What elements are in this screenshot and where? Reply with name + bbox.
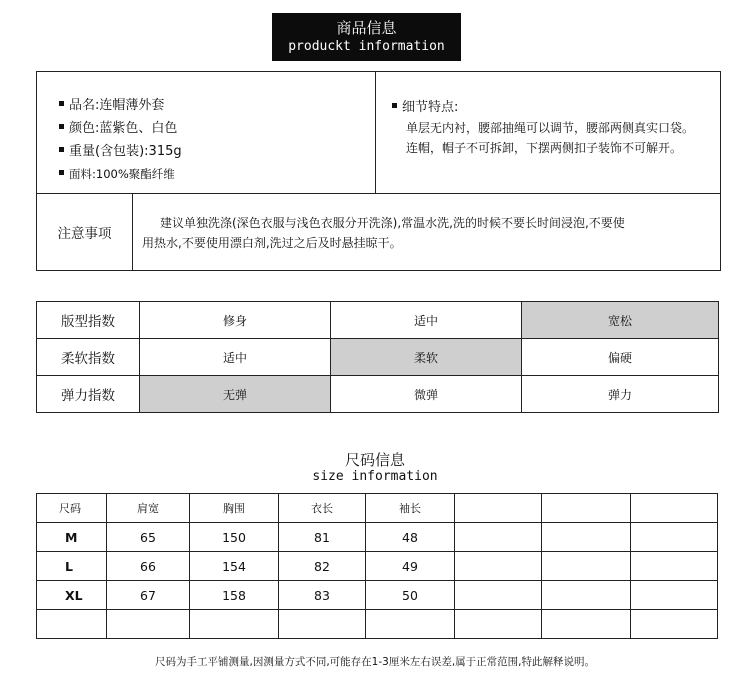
size-empty-cell — [366, 610, 455, 639]
size-title-cn: 尺码信息 — [344, 451, 405, 469]
size-cell: 66 — [107, 552, 190, 581]
size-empty-cell — [542, 552, 631, 581]
size-empty-cell — [542, 523, 631, 552]
index-option: 适中 — [140, 339, 331, 376]
size-cell: 50 — [366, 581, 455, 610]
size-header-cell: 尺码 — [37, 494, 107, 523]
size-cell: 83 — [279, 581, 366, 610]
size-empty-cell — [455, 494, 542, 523]
bullet-icon — [59, 124, 64, 129]
size-empty-cell — [542, 494, 631, 523]
size-footnote: 尺码为手工平铺测量,因测量方式不同,可能存在1-3厘米左右误差,属于正常范围,特此解释说明。 — [155, 656, 595, 668]
size-cell: M — [37, 523, 107, 552]
size-empty-cell — [455, 610, 542, 639]
size-empty-cell — [631, 552, 718, 581]
index-name: 版型指数 — [37, 302, 140, 339]
index-name: 柔软指数 — [37, 339, 140, 376]
index-option: 微弹 — [331, 376, 522, 413]
index-option: 弹力 — [522, 376, 719, 413]
size-cell: XL — [37, 581, 107, 610]
size-cell: 158 — [190, 581, 279, 610]
size-table — [36, 493, 718, 639]
detail-line: 连帽，帽子不可拆卸，下摆两侧扣子装饰不可解开。 — [406, 141, 683, 155]
size-empty-cell — [455, 581, 542, 610]
size-empty-cell — [37, 610, 107, 639]
size-cell: 154 — [190, 552, 279, 581]
header-title-en: produckt information — [288, 39, 445, 54]
info-item-color: 颜色:蓝紫色、白色 — [59, 117, 182, 140]
size-empty-cell — [631, 581, 718, 610]
size-empty-cell — [542, 581, 631, 610]
index-option: 适中 — [331, 302, 522, 339]
index-option-selected: 柔软 — [331, 339, 522, 376]
index-option: 偏硬 — [522, 339, 719, 376]
product-info-box — [36, 71, 721, 271]
notice-line: 用热水,不要使用漂白剂,洗过之后及时悬挂晾干。 — [142, 236, 402, 250]
header-title-cn: 商品信息 — [336, 19, 397, 37]
size-cell: 65 — [107, 523, 190, 552]
size-empty-cell — [279, 610, 366, 639]
size-row-empty — [37, 610, 718, 639]
size-row — [37, 581, 718, 610]
notice-text — [142, 213, 712, 253]
size-cell: 150 — [190, 523, 279, 552]
basic-info-list — [59, 94, 182, 186]
info-item-name: 品名:连帽薄外套 — [59, 94, 182, 117]
info-top-row — [37, 72, 720, 194]
index-option-selected: 宽松 — [522, 302, 719, 339]
size-title-en: size information — [312, 469, 438, 484]
size-header-cell: 袖长 — [366, 494, 455, 523]
notice-line: 建议单独洗涤(深色衣服与浅色衣服分开洗涤),常温水洗,洗的时候不要长时间浸泡,不要使 — [160, 216, 625, 230]
index-option: 修身 — [140, 302, 331, 339]
size-row — [37, 523, 718, 552]
size-cell: 67 — [107, 581, 190, 610]
detail-line: 单层无内衬，腰部抽绳可以调节，腰部两侧真实口袋。 — [406, 121, 695, 135]
size-row — [37, 552, 718, 581]
size-empty-cell — [455, 523, 542, 552]
section-header-product-info — [272, 13, 461, 61]
bullet-icon — [392, 103, 397, 108]
basic-info-panel — [37, 72, 376, 193]
size-cell: 82 — [279, 552, 366, 581]
size-empty-cell — [190, 610, 279, 639]
size-empty-cell — [107, 610, 190, 639]
fit-index-table — [36, 301, 719, 413]
size-header-cell: 衣长 — [279, 494, 366, 523]
notice-label: 注意事项 — [37, 193, 133, 270]
info-item-weight: 重量(含包装):315g — [59, 140, 182, 163]
index-row-softness — [37, 339, 719, 376]
size-header-cell: 肩宽 — [107, 494, 190, 523]
size-empty-cell — [631, 610, 718, 639]
size-header-cell: 胸围 — [190, 494, 279, 523]
detail-features-panel — [376, 72, 720, 193]
bullet-icon — [59, 101, 64, 106]
size-empty-cell — [631, 494, 718, 523]
info-item-fabric: 面料:100%聚酯纤维 — [59, 163, 182, 186]
size-cell: 48 — [366, 523, 455, 552]
size-cell: 49 — [366, 552, 455, 581]
index-row-fit — [37, 302, 719, 339]
bullet-icon — [59, 170, 64, 175]
index-row-elasticity — [37, 376, 719, 413]
size-header-row — [37, 494, 718, 523]
size-cell: L — [37, 552, 107, 581]
detail-title: 细节特点: — [392, 96, 458, 115]
index-name: 弹力指数 — [37, 376, 140, 413]
size-cell: 81 — [279, 523, 366, 552]
size-empty-cell — [542, 610, 631, 639]
detail-lines — [406, 118, 694, 158]
size-empty-cell — [455, 552, 542, 581]
bullet-icon — [59, 147, 64, 152]
size-empty-cell — [631, 523, 718, 552]
index-option-selected: 无弹 — [140, 376, 331, 413]
